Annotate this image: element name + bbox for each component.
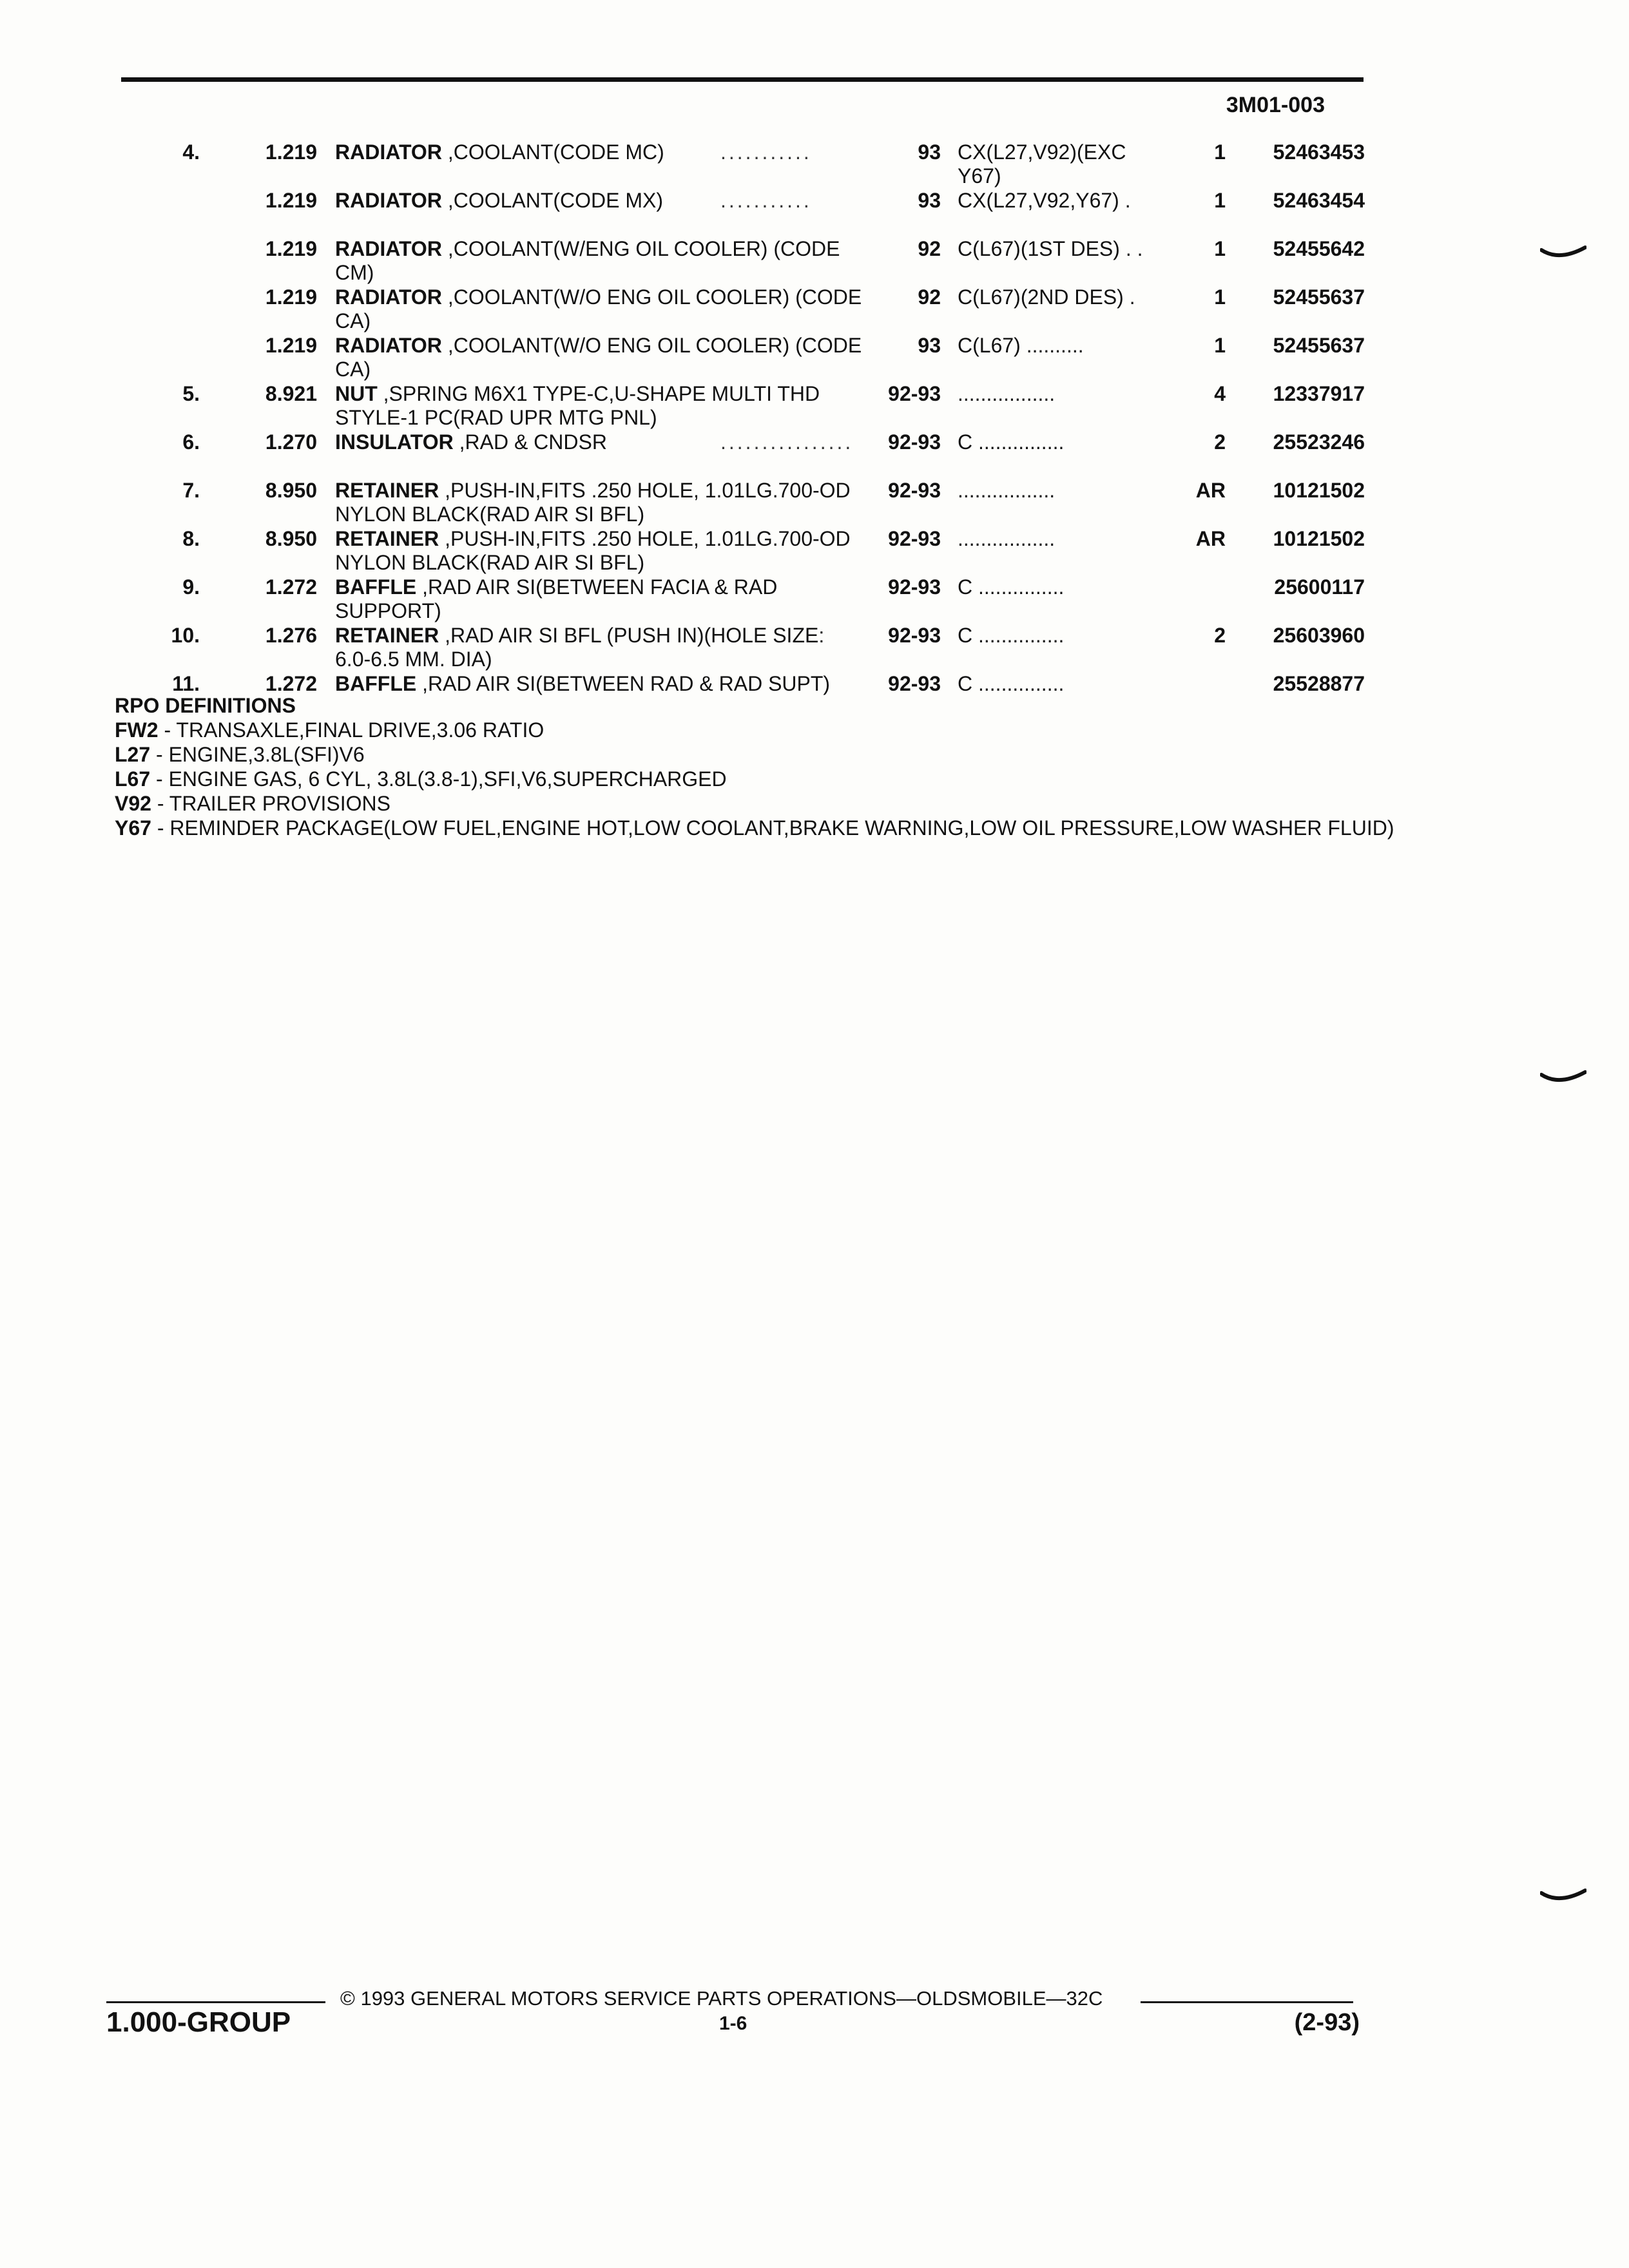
usage: C ............... [958,672,1065,695]
quantity: 4 [1214,382,1226,405]
usage: C(L67) .......... [958,334,1084,357]
binder-mark-icon [1540,1070,1586,1089]
usage: CX(L27,V92,Y67) . [958,189,1131,212]
revision-date: (2-93) [1294,2009,1360,2036]
description [335,285,863,333]
part-name: BAFFLE [335,672,417,695]
part-name: RETAINER [335,479,439,502]
description [335,672,863,696]
group-number: 8.950 [265,479,317,502]
part-number: 52463453 [1273,140,1365,164]
description [335,575,863,623]
page-footer [0,1978,1629,2055]
model-year: 92-93 [888,672,941,695]
usage: ................. [958,382,1055,405]
part-number: 52455637 [1273,334,1365,357]
usage: C ............... [958,430,1065,454]
group-number: 8.950 [265,527,317,550]
part-detail: ,RAD AIR SI BFL (PUSH IN)(HOLE SIZE: 6.0-6.5 MM. DIA) [335,624,825,671]
part-name: RETAINER [335,527,439,550]
quantity: 2 [1214,430,1226,454]
quantity: 1 [1214,189,1226,212]
part-number: 25523246 [1273,430,1365,454]
group-number: 8.921 [265,382,317,405]
description [335,237,863,285]
rpo-code: FW2 [115,718,159,742]
part-detail: ,SPRING M6X1 TYPE-C,U-SHAPE MULTI THD STYLE-1 PC(RAD UPR MTG PNL) [335,382,820,429]
rpo-text: - ENGINE,3.8L(SFI)V6 [150,743,365,766]
usage: ................. [958,479,1055,502]
item-number: 10. [171,624,200,647]
table-row [0,334,1629,382]
rpo-item [115,767,1403,791]
part-detail: ,PUSH-IN,FITS .250 HOLE, 1.01LG.700-OD NYLON BLACK(RAD AIR SI BFL) [335,527,851,574]
part-detail: ,COOLANT(W/ENG OIL COOLER) (CODE CM) [335,237,840,284]
part-number: 52455637 [1273,285,1365,309]
group-number: 1.219 [265,334,317,357]
rpo-code: L27 [115,743,151,766]
usage: C(L67)(1ST DES) . . [958,237,1143,260]
quantity: 1 [1214,334,1226,357]
model-year: 92-93 [888,624,941,647]
table-row [0,382,1629,430]
usage: C ............... [958,575,1065,599]
footer-rule-right [1141,2001,1353,2003]
part-number: 52455642 [1273,237,1365,260]
model-year: 92-93 [888,479,941,502]
binder-mark-icon [1540,245,1586,264]
footer-rule-left [106,2001,325,2003]
table-row [0,527,1629,575]
item-number: 5. [182,382,200,405]
part-name: RADIATOR [335,189,442,212]
rpo-definitions [115,693,1403,840]
item-number: 4. [182,140,200,164]
group-number: 1.219 [265,285,317,309]
rpo-text: - TRANSAXLE,FINAL DRIVE,3.06 RATIO [158,718,545,742]
table-row [0,624,1629,672]
part-name: RADIATOR [335,334,442,357]
quantity: 1 [1214,140,1226,164]
part-name: INSULATOR [335,430,454,454]
part-detail: ,PUSH-IN,FITS .250 HOLE, 1.01LG.700-OD NYLON BLACK(RAD AIR SI BFL) [335,479,851,526]
leader-dots: ........... [720,189,812,212]
part-detail: ,COOLANT(CODE MX) [441,189,664,212]
item-number: 6. [182,430,200,454]
part-detail: ,RAD AIR SI(BETWEEN RAD & RAD SUPT) [416,672,831,695]
item-number: 8. [182,527,200,550]
description [335,624,863,671]
part-number: 10121502 [1273,527,1365,550]
group-number: 1.272 [265,575,317,599]
model-year: 93 [918,189,941,212]
part-detail: ,COOLANT(CODE MC) [441,140,664,164]
rpo-item [115,742,1403,767]
usage: CX(L27,V92)(EXC Y67) [958,140,1126,187]
rpo-text: - TRAILER PROVISIONS [151,792,390,815]
rpo-code: Y67 [115,816,151,840]
part-name: NUT [335,382,378,405]
rpo-text: - REMINDER PACKAGE(LOW FUEL,ENGINE HOT,LOW COOLANT,BRAKE WARNING,LOW OIL PRESSURE,LOW WASHER FLUID) [151,816,1394,840]
part-name: RADIATOR [335,285,442,309]
leader-dots: ........... [720,140,812,164]
rpo-title: RPO DEFINITIONS [115,694,296,717]
part-number: 25600117 [1274,575,1365,599]
usage: C ............... [958,624,1065,647]
model-year: 92 [918,237,941,260]
part-name: RETAINER [335,624,439,647]
group-number: 1.272 [265,672,317,695]
usage: ................. [958,527,1055,550]
part-number: 25528877 [1273,672,1365,695]
model-year: 93 [918,140,941,164]
table-row [0,575,1629,624]
description [335,479,863,526]
part-name: BAFFLE [335,575,417,599]
model-year: 92-93 [888,575,941,599]
item-number: 9. [182,575,200,599]
quantity: AR [1195,527,1226,550]
group-label: 1.000-GROUP [106,2006,291,2038]
rpo-item [115,791,1403,816]
quantity: 1 [1214,237,1226,260]
part-number: 12337917 [1273,382,1365,405]
group-number: 1.219 [265,140,317,164]
page-number: 1-6 [719,2013,747,2034]
rpo-code: V92 [115,792,151,815]
group-number: 1.270 [265,430,317,454]
model-year: 93 [918,334,941,357]
part-detail: ,COOLANT(W/O ENG OIL COOLER) (CODE CA) [335,334,862,381]
top-rule [121,77,1364,82]
model-year: 92-93 [888,527,941,550]
table-row [0,285,1629,334]
usage: C(L67)(2ND DES) . [958,285,1135,309]
part-name: RADIATOR [335,237,442,260]
rpo-code: L67 [115,767,151,791]
description [335,527,863,575]
description [335,334,863,381]
rpo-item [115,816,1403,840]
quantity: 1 [1214,285,1226,309]
table-row [0,189,1629,237]
leader-dots: ................ [720,430,854,454]
copyright: © 1993 GENERAL MOTORS SERVICE PARTS OPERATIONS—OLDSMOBILE—32C [340,1987,1103,2010]
rpo-text: - ENGINE GAS, 6 CYL, 3.8L(3.8-1),SFI,V6,SUPERCHARGED [150,767,727,791]
item-number: 11. [172,672,200,695]
rpo-item [115,718,1403,742]
parts-list [0,140,1629,720]
part-name: RADIATOR [335,140,442,164]
model-year: 92-93 [888,430,941,454]
model-year: 92 [918,285,941,309]
part-detail: ,RAD & CNDSR [453,430,607,454]
part-number: 25603960 [1273,624,1365,647]
table-row [0,430,1629,479]
binder-mark-icon [1540,1888,1586,1907]
group-number: 1.219 [265,237,317,260]
doc-code: 3M01-003 [1226,93,1325,117]
group-number: 1.219 [265,189,317,212]
part-detail: ,COOLANT(W/O ENG OIL COOLER) (CODE CA) [335,285,862,332]
part-number: 52463454 [1273,189,1365,212]
description [335,382,863,430]
table-row [0,479,1629,527]
item-number: 7. [182,479,200,502]
table-row [0,237,1629,285]
quantity: AR [1195,479,1226,502]
quantity: 2 [1214,624,1226,647]
table-row [0,140,1629,189]
part-number: 10121502 [1273,479,1365,502]
group-number: 1.276 [265,624,317,647]
model-year: 92-93 [888,382,941,405]
part-detail: ,RAD AIR SI(BETWEEN FACIA & RAD SUPPORT) [335,575,778,622]
